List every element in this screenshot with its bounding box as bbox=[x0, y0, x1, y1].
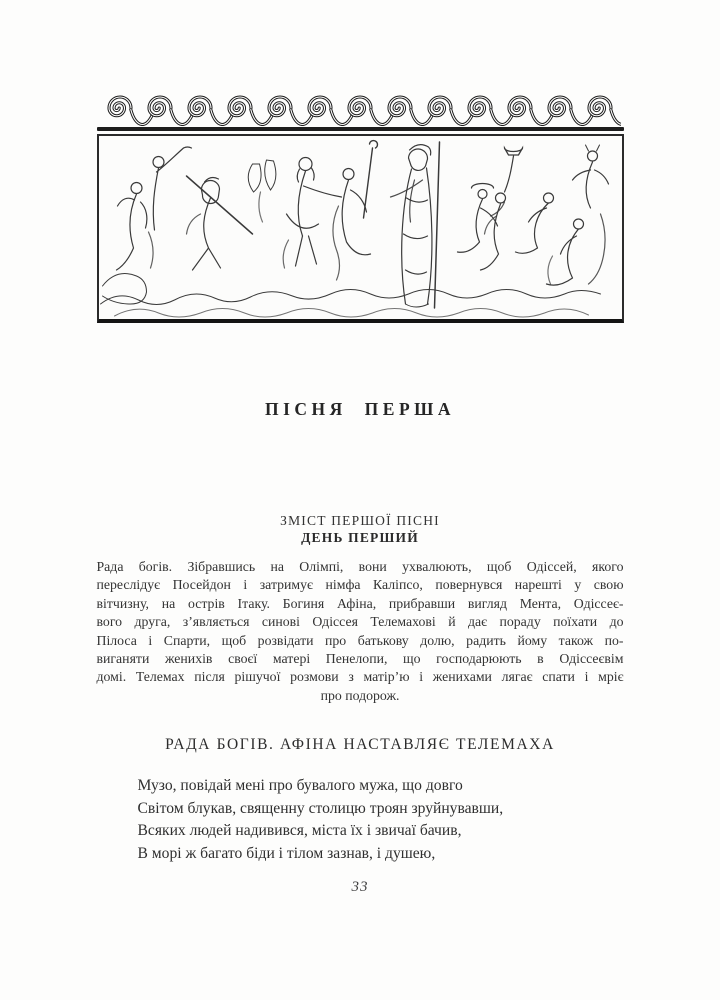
synopsis-paragraph bbox=[97, 558, 624, 705]
verse-line: Всяких людей надивився, міста їх і звичаї бачив, bbox=[137, 822, 462, 840]
synopsis-line: переслідує Посейдон і затримує німфа Каліпсо, повернувся нарешті у свою bbox=[96, 577, 624, 593]
council-of-gods-engraving bbox=[99, 136, 622, 319]
content-column bbox=[97, 0, 624, 896]
synopsis-line: виганяти женихів своєї матері Пенелопи, що господарюють в Одіссеєвім bbox=[96, 651, 624, 667]
verse-block bbox=[97, 775, 624, 865]
synopsis-line: Рада богів. Зібравшись на Олімпі, вони ухвалюють, щоб Одіссей, якого bbox=[96, 559, 624, 574]
synopsis-line: вого друга, з’являється синові Одіссея Телемахові й дає пораду поїхати до bbox=[96, 614, 624, 630]
engraving-frame bbox=[97, 134, 624, 323]
canto-title: ПІСНЯ ПЕРША bbox=[264, 399, 455, 419]
synopsis-line: про подорож. bbox=[320, 687, 400, 703]
ornament-rule bbox=[97, 127, 624, 131]
synopsis-line: домі. Телемах після рішучої розмови з матір’ю і женихами лягає спати і мріє bbox=[96, 669, 624, 685]
verse-line: Музо, повідай мені про бувалого мужа, що довго bbox=[137, 777, 463, 795]
verse-line: Світом блукав, священну столицю троян зруйнувавши, bbox=[137, 799, 504, 817]
synopsis-subheading: ДЕНЬ ПЕРШИЙ bbox=[301, 530, 419, 545]
synopsis-line: вітчизну, на острів Ітаку. Богиня Афіна, прибравши вигляд Мента, Одіссеє- bbox=[96, 595, 624, 611]
page-number: 33 bbox=[351, 878, 369, 895]
verse-line: В морі ж багато біди і тілом зазнав, і душею, bbox=[137, 845, 436, 863]
section-heading: РАДА БОГІВ. АФІНА НАСТАВЛЯЄ ТЕЛЕМАХА bbox=[165, 736, 555, 754]
synopsis-heading: ЗМІСТ ПЕРШОЇ ПІСНІ bbox=[280, 513, 440, 528]
greek-wave-scroll-ornament bbox=[100, 92, 621, 126]
synopsis-line: Пілоса і Спарти, щоб розвідати про батькову долю, радить йому також по- bbox=[96, 632, 624, 648]
